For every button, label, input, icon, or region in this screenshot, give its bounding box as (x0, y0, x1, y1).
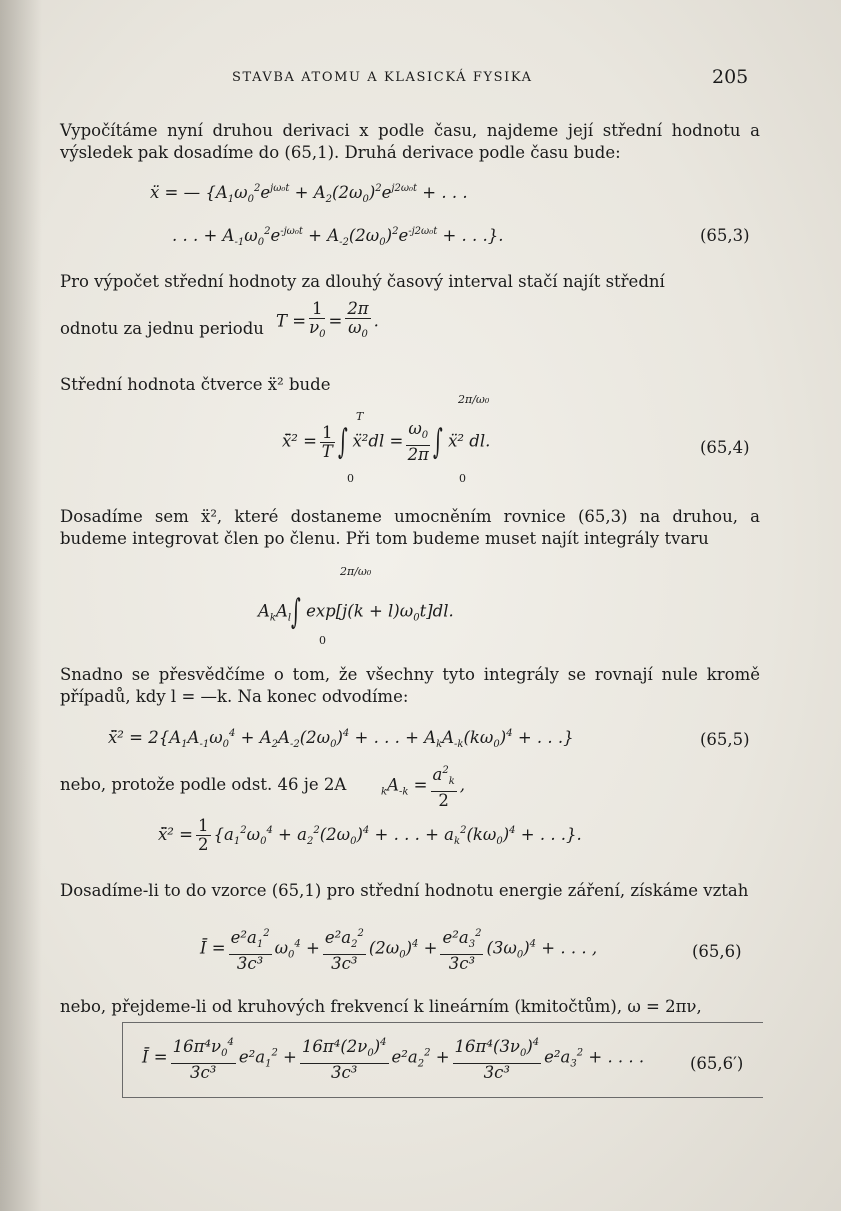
equation-number-65-4: (65,4) (700, 438, 750, 457)
equation-65-3-line-1: ẍ = — {$A_1\omega_0^2e^{j\omega_0t} + A_2(2\omega_0)^2e^{j2\omega_0t}$ + . . . (150, 183, 468, 205)
integral-form-upper-limit: 2π/ω₀ (340, 565, 372, 578)
equation-65-3-line-2: . . . + $A_{-1}\omega_0^2e^{-j\omega_0t} + A_{-2}(2\omega_0)^2e^{-j2\omega_0t}$ + . . .}. (172, 226, 504, 248)
page-number: 205 (712, 66, 749, 88)
paragraph-4: Dosadíme sem ẍ², které dostaneme umocněním rovnice (65,3) na druhou, a budeme integrovat člen po členu. Při tom budeme muset najít integrály tvaru (60, 507, 760, 548)
integral-lower-limit: 0 (347, 472, 354, 485)
equation-65-6-prime: Ī = $\frac{16\pi^4\nu_0^4}{\text{3c³}}$ $e^2a_1^2$ + $\frac{16\pi^4(2\nu_0)^4}{\text{3c³}}$ $e^2a_2^2$ + $\frac{16\pi^4(3\nu_0)^4}{\text{3c³}}$ $e^2a_3^2$ + . . . . (142, 1034, 644, 1082)
equation-65-5: ẍ̄² = $2\{A_1A_{-1}\omega_0^4 + A_2A_{-2}(2\omega_0)^4$ + . . . + $A_kA_{-k}(k\omega_0)^4$ + . . .} (108, 728, 574, 750)
equation-number-65-6-prime: (65,6′) (690, 1054, 744, 1073)
paragraph-5: Snadno se přesvědčíme o tom, že všechny tyto integrály se rovnají nule kromě případů, kdy l = —k. Na konec odvodíme: (60, 665, 760, 706)
integral-lower-limit-2: 0 (459, 472, 466, 485)
equation-number-65-5: (65,5) (700, 730, 750, 749)
equation-number-65-3: (65,3) (700, 226, 750, 245)
amplitude-relation: $_kA_{-k}$ = $\frac{a^2_k}{2}$ , (381, 762, 465, 810)
paragraph-2-line-1: Pro výpočet střední hodnoty za dlouhý časový interval stačí najít střední (60, 272, 665, 291)
equation-65-4: ẍ̄² = $\frac{1}{T}$ ∫ ẍ²dl = $\frac{\omega_0}{2\pi}$ ∫ ẍ² dl. (282, 419, 491, 464)
period-formula: T = $\frac{1}{\nu_0}$ = $\frac{2\pi}{\omega_0}$ . (276, 299, 379, 340)
paragraph-8: nebo, přejdeme-li od kruhových frekvencí k lineárním (kmitočtům), ω = 2πν, (60, 997, 702, 1016)
equation-number-65-6: (65,6) (692, 942, 742, 961)
paragraph-1: Vypočítáme nyní druhou derivaci x podle času, najdeme její střední hodnotu a výsledek pak dosadíme do (65,1). Druhá derivace podle času bude: (60, 121, 760, 162)
paragraph-6-prefix: nebo, protože podle odst. 46 je 2A (60, 775, 347, 794)
paragraph-3: Střední hodnota čtverce ẍ² bude (60, 375, 331, 394)
integral-form-lower-limit: 0 (319, 634, 326, 647)
page-header (0, 66, 841, 90)
integral-form: $A_kA_l\int$ $\exp[j(k + l)\omega_0t]dl$. (258, 592, 454, 632)
running-head: STAVBA ATOMU A KLASICKÁ FYSIKA (232, 70, 533, 85)
mean-square-acceleration: ẍ̄² = $\frac{1}{2}$ {$a_1^2\omega_0^4 + a_2^2(2\omega_0)^4$ + . . . + $a_k^2(k\omega_0)^4$ + . . .}. (158, 816, 582, 854)
paragraph-7: Dosadíme-li to do vzorce (65,1) pro střední hodnotu energie záření, získáme vztah (60, 881, 749, 900)
equation-65-6: Ī = $\frac{e^2a_1^2}{\text{3c³}}$ $\omega_0^4$ + $\frac{e^2a_2^2}{\text{3c³}}$ $(2\omega_0)^4$ + $\frac{e^2a_3^2}{\text{3c³}}$ $(3\omega_0)^4$ + . . . , (200, 925, 597, 973)
integral-upper-limit: T (356, 410, 364, 423)
page-edge-shadow (0, 0, 42, 1211)
paragraph-2-line-2: odnotu za jednu periodu (60, 319, 264, 338)
integral-upper-limit-2: 2π/ω₀ (458, 393, 490, 406)
